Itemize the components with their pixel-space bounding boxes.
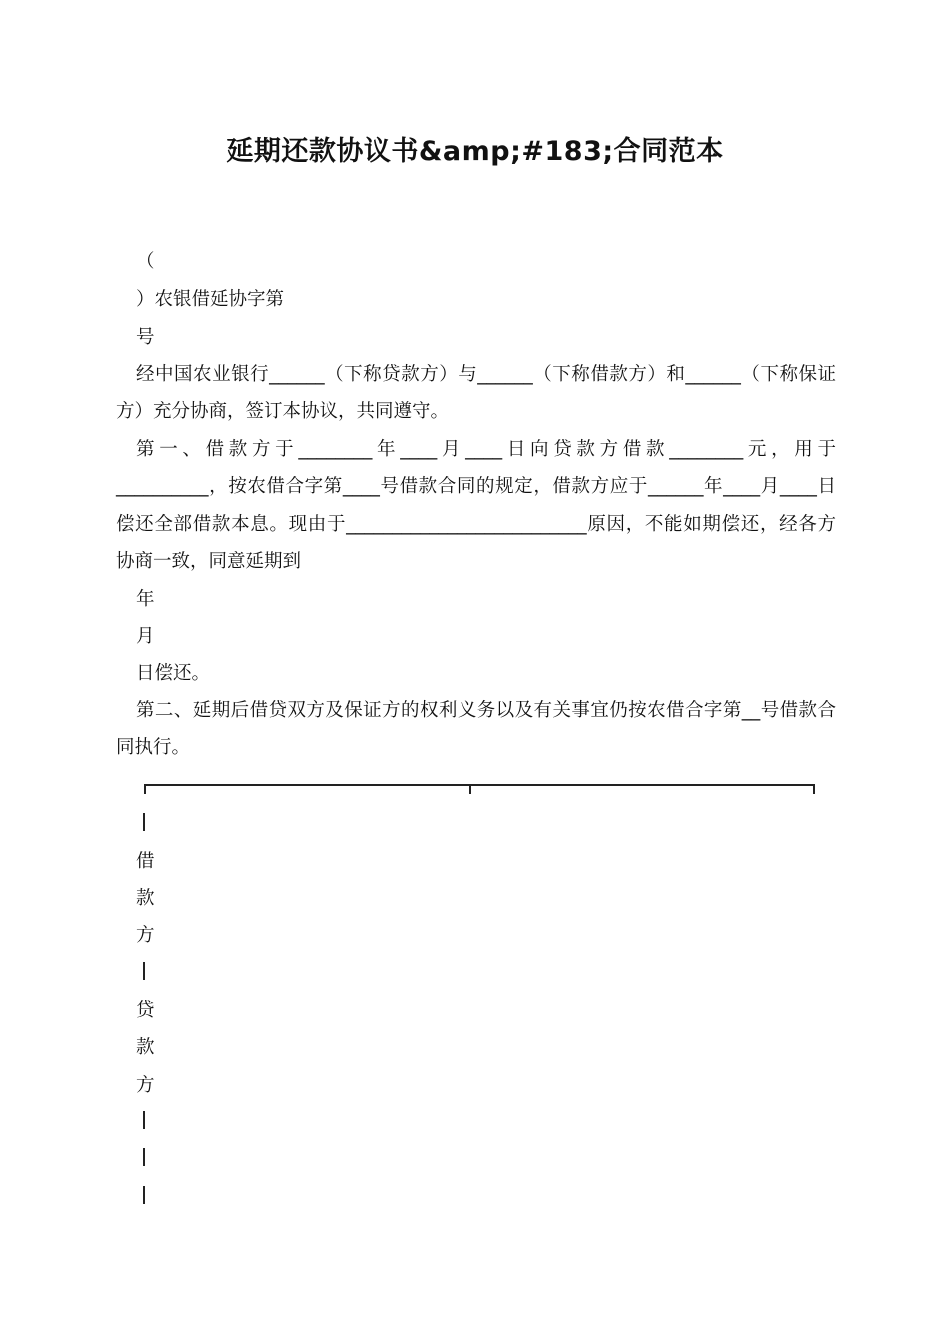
lender-label-char-2: 款: [136, 1037, 155, 1058]
borrower-label-char-2: 款: [136, 888, 155, 909]
table-right-corner: [813, 784, 815, 794]
table-vertical-bar: [143, 1186, 145, 1204]
table-middle-divider: [469, 784, 471, 794]
table-vertical-bar: [143, 1148, 145, 1166]
number-suffix: 号: [136, 327, 155, 348]
open-paren: （: [136, 251, 155, 272]
table-vertical-bar: [143, 813, 145, 831]
month-label: 月: [136, 626, 155, 647]
borrower-label-char-1: 借: [136, 851, 155, 872]
clause-2-paragraph: 第二、延期后借贷双方及保证方的权利义务以及有关事宜仍按农借合字第__号借款合同执行。: [116, 700, 836, 759]
clause-1-paragraph: 第一、借款方于________年____月____日向贷款方借款________元，用于__________，按农借合字第____号借款合同的规定，借款方应于______年____月____日偿还全部借款本息。现由于__________________________原因，不能如期偿还，经各方协商一致，同意延期到: [116, 439, 836, 572]
lender-label-char-1: 贷: [136, 1000, 155, 1021]
borrower-label-char-3: 方: [136, 925, 155, 946]
document-title: 延期还款协议书&amp;#183;合同范本: [226, 136, 724, 167]
contract-number-line: ）农银借延协字第: [136, 289, 285, 310]
lender-label-char-3: 方: [136, 1075, 155, 1096]
intro-paragraph: 经中国农业银行______（下称贷款方）与______（下称借款方）和______（下称保证方）充分协商，签订本协议，共同遵守。: [116, 364, 836, 423]
table-left-corner: [144, 784, 146, 794]
year-label: 年: [136, 589, 155, 610]
day-repay-label: 日偿还。: [136, 663, 211, 684]
table-vertical-bar: [143, 962, 145, 980]
table-horizontal-rule: [144, 784, 815, 786]
table-vertical-bar: [143, 1111, 145, 1129]
signature-table-top-border: [144, 784, 815, 794]
